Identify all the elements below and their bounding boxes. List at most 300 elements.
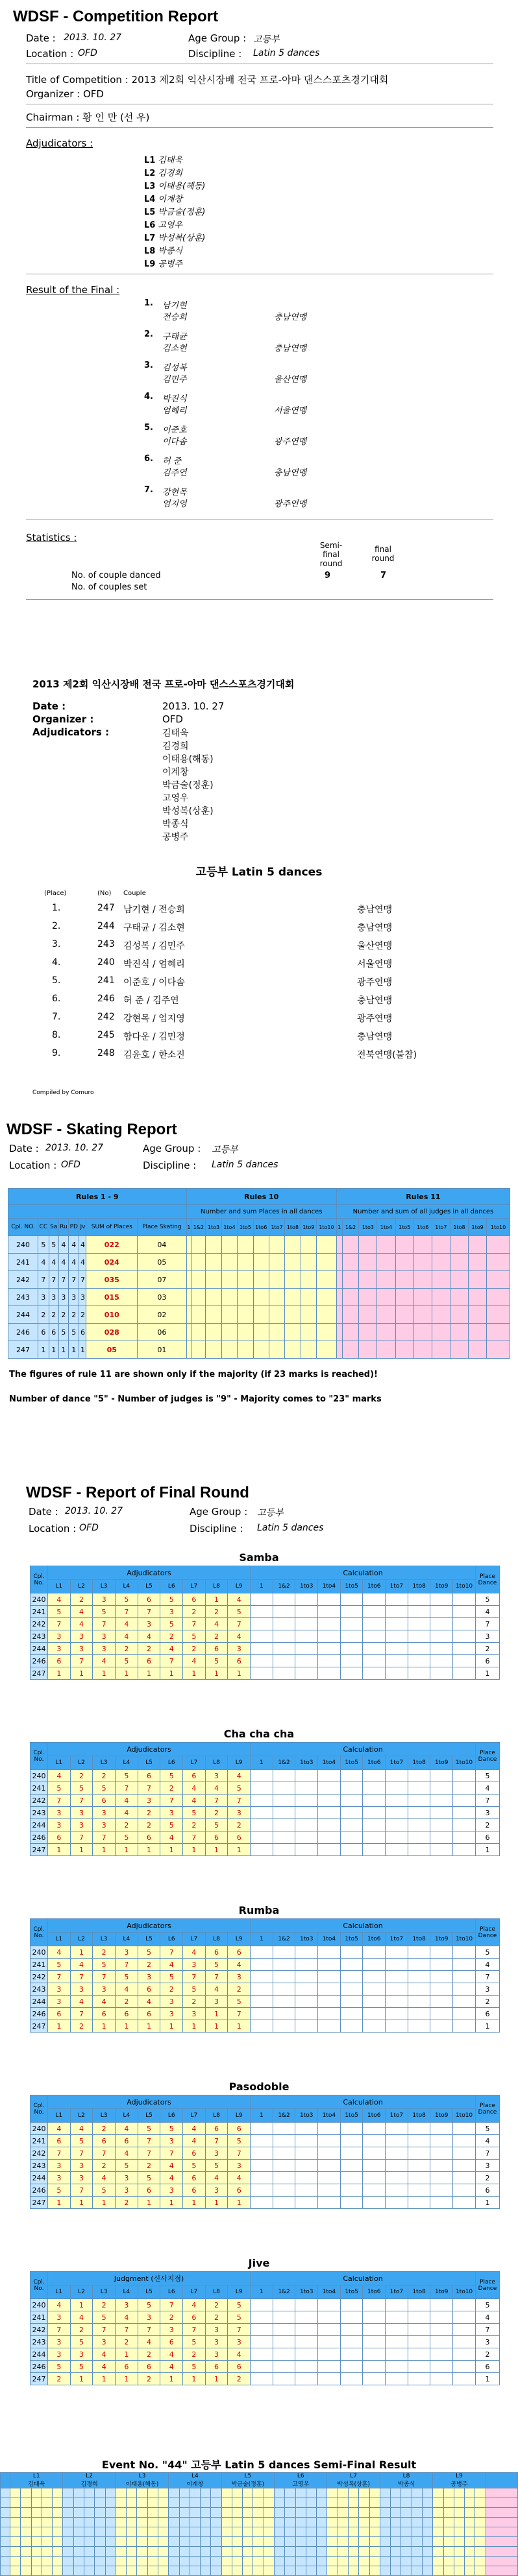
rule11-cell [359,1236,377,1254]
semi-cell [454,2498,464,2508]
judge-mark: 6 [116,2361,138,2373]
rule10-cell [301,1289,316,1306]
semi-cell [243,2547,253,2557]
semi-row [1,2557,518,2566]
calc-cell [430,1795,453,1807]
semi-cell [401,2557,412,2566]
adjudicator-name: 박종식 [158,246,183,256]
rule11-cell [413,1236,432,1254]
semi-cell [179,2566,190,2576]
calc-cell [273,2123,295,2135]
semi-cell [95,2547,105,2557]
calc-cell [430,2160,453,2172]
skating-col-head: PD [69,1219,79,1236]
calc-cell [386,2160,408,2172]
place-dance: 3 [476,1807,500,1819]
cpl-head: Cpl. No. [31,2095,48,2123]
skating-cell: 6 [49,1324,58,1341]
calc-cell [251,1959,273,1971]
skating-report-title: WDSF - Skating Report [6,1121,177,1138]
rule10-cell [221,1271,237,1289]
semi-cell [179,2488,190,2498]
judge-mark: 2 [183,1606,206,1618]
calc-cell [408,2324,430,2336]
calc-head: 1to8 [408,1933,430,1946]
calc-cell [408,2197,430,2209]
calc-cell [340,1667,363,1680]
semi-judge-head [169,2473,221,2488]
semi-cell [84,2518,94,2527]
semi-cell [443,2557,454,2566]
calc-cell [295,1971,318,1983]
semi-cell [465,2557,475,2566]
semi-cell [285,2527,295,2537]
semi-head-row [1,2473,518,2488]
calc-cell [295,2020,318,2033]
calc-cell [453,2311,476,2324]
calc-cell [251,1946,273,1959]
judge-mark: 5 [138,2299,160,2311]
rule11-cell [469,1306,487,1324]
judge-mark: 7 [205,1795,228,1807]
semi-cell [243,2518,253,2527]
calculation-head: Calculation [251,1566,476,1580]
summary-place: 3. [52,939,61,949]
judge-mark: 5 [205,1959,228,1971]
judge-mark: 2 [205,1630,228,1643]
rule11-cell [487,1236,510,1254]
judge-mark: 5 [228,2299,251,2311]
judge-mark: 1 [138,2020,160,2033]
calc-cell [408,1807,430,1819]
summary-date: 2013. 10. 27 [162,700,225,712]
fr-age: 고등부 [257,1508,284,1518]
semi-cell [359,2518,369,2527]
judge-mark: 6 [116,2135,138,2147]
semi-cell [147,2518,158,2527]
semi-cell [221,2566,232,2576]
calc-cell [363,1996,386,2008]
rule10-cell [238,1306,253,1324]
calculation-head: Calculation [251,1919,476,1933]
semi-cell [275,2537,285,2547]
place-dance: 2 [476,1996,500,2008]
calc-cell [408,2311,430,2324]
calc-cell [363,2299,386,2311]
summary-no: 241 [97,975,115,986]
calc-cell [408,1819,430,1831]
judge-mark: 4 [160,2172,183,2184]
title-of-competition-label [26,73,388,86]
calc-cell [273,1971,295,1983]
judge-mark: 7 [70,1971,93,1983]
semi-cell [211,2518,221,2527]
semi-cell [53,2518,63,2527]
judge-mark: 5 [48,1782,71,1795]
semi-row [1,2537,518,2547]
rule11-cell [487,1306,510,1324]
rule11-cell [450,1236,468,1254]
dance-subhead-row [31,1756,500,1770]
calc-cell [295,1782,318,1795]
semi-cell [349,2566,359,2576]
judge-mark: 6 [138,2361,160,2373]
semi-cell [443,2537,454,2547]
semi-cell [31,2566,42,2576]
semi-cell [243,2566,253,2576]
semi-cell [338,2547,348,2557]
judge-mark: 5 [93,1782,116,1795]
calc-cell [408,1618,430,1630]
judge-mark: 4 [160,1959,183,1971]
semi-row [1,2508,518,2518]
dance-table [30,1566,500,1680]
rule11-cell [395,1341,413,1359]
semi-cell [127,2488,137,2498]
semi-cell [285,2537,295,2547]
semi-cell [232,2518,242,2527]
calc-cell [453,1819,476,1831]
rules10-head [186,1189,336,1205]
skating-row [8,1271,510,1289]
judge-mark: 6 [48,1655,71,1667]
cpl-no: 246 [31,2184,48,2197]
calc-cell [386,2324,408,2336]
result-female: 김민주 [162,375,187,385]
judge-mark: 7 [116,1606,138,1618]
semi-cell [465,2537,475,2547]
summary-no: 243 [97,939,115,949]
semi-cell [127,2566,137,2576]
skating-cell: 2 [58,1306,68,1324]
calc-cell [295,2123,318,2135]
calc-cell [430,1831,453,1844]
semi-cell [232,2527,242,2537]
rule10-col-head: 1to10 [317,1219,337,1236]
fr-date: 2013. 10. 27 [65,1506,123,1516]
place-dance: 6 [476,2008,500,2020]
calc-head: 1to6 [363,2285,386,2299]
judge-mark: 1 [183,1667,206,1680]
semi-cell [443,2547,454,2557]
rule11-cell [469,1254,487,1271]
calc-cell [251,2197,273,2209]
semi-cell [380,2527,390,2537]
semi-cell [63,2537,73,2547]
place-dance: 4 [476,2135,500,2147]
semi-cell [116,2566,126,2576]
semi-cell [42,2547,52,2557]
judge-mark: 4 [93,2348,116,2361]
rule11-cell [432,1306,450,1324]
semi-cell [73,2527,84,2537]
judge-mark: 2 [116,2197,138,2209]
adjudicator-code: L5 [144,208,156,217]
skating-cell: 4 [49,1254,58,1271]
semi-cell [137,2527,147,2537]
rule10-cell [301,1324,316,1341]
judge-mark: 3 [48,1630,71,1643]
skating-cell: 1 [38,1341,49,1359]
judge-mark: 4 [48,2299,71,2311]
calc-cell [453,2299,476,2311]
cpl-no: 247 [31,2020,48,2033]
semi-cell [317,2537,327,2547]
skating-cell: 01 [138,1341,186,1359]
calc-cell [386,1795,408,1807]
place-head: Place Dance [476,1743,500,1770]
calc-cell [251,2008,273,2020]
skating-col-head: CC [38,1219,49,1236]
judge-mark: 6 [183,1770,206,1782]
place-dance: 2 [476,1819,500,1831]
calc-cell [386,1770,408,1782]
calc-cell [363,2348,386,2361]
semi-cell [380,2508,390,2518]
judge-mark: 2 [93,2299,116,2311]
semi-cell [42,2508,52,2518]
calc-cell [430,1770,453,1782]
judge-mark: 4 [183,1946,206,1959]
calc-cell [340,1959,363,1971]
rule11-cell [413,1324,432,1341]
judge-mark: 2 [138,2373,160,2385]
semi-cell [243,2508,253,2518]
calc-head: 1to4 [318,1933,341,1946]
judge-mark: 1 [205,2373,228,2385]
dance-head-row [31,1919,500,1933]
rule11-cell [432,1289,450,1306]
semi-cell [317,2547,327,2557]
summary-couple: 남기현 / 전승희 [123,905,185,915]
semi-cell [21,2518,31,2527]
calc-head: 1 [251,1580,273,1593]
judge-mark: 1 [93,1667,116,1680]
semi-cell [232,2566,242,2576]
place-dance: 5 [476,1946,500,1959]
discipline-value: Latin 5 dances [253,48,320,58]
calc-cell [408,1971,430,1983]
semi-cell [211,2498,221,2508]
calc-head: 1to8 [408,2109,430,2123]
rule10-cell [269,1324,284,1341]
rule11-col-head: 1to6 [413,1219,432,1236]
judge-mark: 7 [228,2008,251,2020]
judge-mark: 7 [138,1606,160,1618]
judge-mark: 4 [228,1959,251,1971]
result-place: 1. [144,298,153,308]
semi-cell [21,2537,31,2547]
semi-cell [454,2508,464,2518]
skating-cell: 5 [38,1236,49,1254]
semi-cell [465,2566,475,2576]
judge-mark: 7 [228,1618,251,1630]
semi-cell [84,2547,94,2557]
calc-cell [273,1606,295,1618]
judge-mark: 3 [205,1770,228,1782]
adjudicators-head: Adjudicators [48,1919,251,1933]
semi-cell [391,2488,401,2498]
calc-cell [273,2348,295,2361]
semi-cell [158,2537,168,2547]
judge-mark: 5 [93,2184,116,2197]
rule11-cell [487,1271,510,1289]
fr-disc: Latin 5 dances [257,1523,324,1533]
semi-cell [264,2547,274,2557]
judge-mark: 5 [116,1593,138,1606]
rule10-cell [269,1254,284,1271]
rules10-sub: Number and sum Places in all dances [186,1205,336,1219]
calc-cell [386,1782,408,1795]
judge-mark: 7 [160,1946,183,1959]
judge-mark: 4 [93,1996,116,2008]
judge-mark: 4 [70,1606,93,1618]
semi-table [0,2472,518,2576]
rule11-cell [359,1289,377,1306]
semi-judge-head [327,2473,380,2488]
calc-cell [318,1819,341,1831]
semi-cell [401,2488,412,2498]
calc-cell [318,2299,341,2311]
adjudicators-head: Adjudicators [48,1743,251,1756]
semi-cell [137,2518,147,2527]
judge-mark: 1 [183,1844,206,1856]
rule11-cell [336,1254,342,1271]
judge-mark: 3 [116,2172,138,2184]
dance-row [31,2160,500,2172]
semi-cell [295,2547,306,2557]
judge-mark: 1 [205,2008,228,2020]
semi-judge-code: L4 [191,2473,199,2479]
cpl-no: 240 [31,1770,48,1782]
judge-mark: 4 [70,1959,93,1971]
summary-adjudicator: 김태욱 [162,728,189,739]
date-value: 2013. 10. 27 [64,32,122,43]
semi-cell [63,2488,73,2498]
judge-mark: 4 [116,1630,138,1643]
chairman-label: Chairman : [26,112,80,123]
semi-cell [95,2527,105,2537]
calc-head: 1to5 [340,1756,363,1770]
calc-cell [386,2299,408,2311]
calc-cell [408,1844,430,1856]
rule10-cell [285,1271,301,1289]
judge-head: L7 [183,2109,206,2123]
rule11-cell [342,1289,359,1306]
judge-head: L4 [116,1933,138,1946]
cpl-no: 241 [31,1959,48,1971]
dance-table [30,1918,500,2033]
semi-cell [369,2498,380,2508]
calc-head: 1to4 [318,1756,341,1770]
judge-mark: 1 [70,1946,93,1959]
judge-mark: 3 [93,1593,116,1606]
semi-cell [369,2527,380,2537]
rule10-col-head: 1&2 [191,1219,206,1236]
semi-cell [169,2488,179,2498]
judge-mark: 2 [70,2020,93,2033]
calc-cell [363,1593,386,1606]
semi-cell [116,2498,126,2508]
judge-mark: 1 [160,2020,183,2033]
calc-head: 1to7 [386,1933,408,1946]
judge-mark: 7 [138,2147,160,2160]
semi-cell [221,2547,232,2557]
semi-cell [201,2537,211,2547]
dance-row [31,1807,500,1819]
place-head: Place Dance [476,2095,500,2123]
semi-cell [275,2488,285,2498]
rule11-cell [469,1236,487,1254]
judge-mark: 3 [160,2324,183,2336]
rule11-cell [413,1254,432,1271]
skating-cell: 7 [69,1271,79,1289]
semi-cell [127,2537,137,2547]
judge-mark: 1 [48,1844,71,1856]
judge-mark: 3 [205,2336,228,2348]
calc-cell [273,1844,295,1856]
semi-row [1,2518,518,2527]
summary-couple: 이준호 / 이다솜 [123,977,185,988]
calc-head: 1to7 [386,2109,408,2123]
calc-cell [453,1807,476,1819]
calc-cell [386,2184,408,2197]
judge-mark: 6 [183,2311,206,2324]
judge-mark: 6 [183,2184,206,2197]
rule10-cell [221,1324,237,1341]
judge-mark: 7 [48,1795,71,1807]
place-dance: 5 [476,1593,500,1606]
fr-age-label: Age Group : [190,1506,248,1518]
semi-cell [10,2518,21,2527]
semi-cell [454,2547,464,2557]
cpl-no: 243 [31,1983,48,1996]
place-head: Place Dance [476,1919,500,1946]
calc-cell [273,2324,295,2336]
calc-cell [295,2008,318,2020]
skating-col-head: Ru [58,1219,68,1236]
rule10-cell [206,1341,221,1359]
semi-cell [327,2566,338,2576]
dance-row [31,2197,500,2209]
calc-cell [295,1831,318,1844]
place-dance: 7 [476,1795,500,1807]
semi-cell [369,2547,380,2557]
rule10-cell [317,1236,337,1254]
dance-row [31,1819,500,1831]
judge-mark: 2 [205,1807,228,1819]
result-club: 충남연맹 [274,468,307,478]
rule10-cell [317,1324,337,1341]
semi-cell [95,2557,105,2566]
calc-cell [386,2348,408,2361]
calc-cell [273,1946,295,1959]
calc-cell [363,1946,386,1959]
calc-cell [386,1971,408,1983]
rule10-cell [317,1289,337,1306]
calc-cell [408,2172,430,2184]
judge-head: L4 [116,1756,138,1770]
chairman-value: 황 인 만 (선 우) [82,112,150,123]
judge-mark: 6 [48,2008,71,2020]
calc-cell [408,1643,430,1655]
semi-cell [221,2557,232,2566]
rule10-cell [186,1254,191,1271]
judge-head: L3 [93,1580,116,1593]
rule10-cell [317,1271,337,1289]
semi-cell [391,2557,401,2566]
rule11-cell [450,1289,468,1306]
